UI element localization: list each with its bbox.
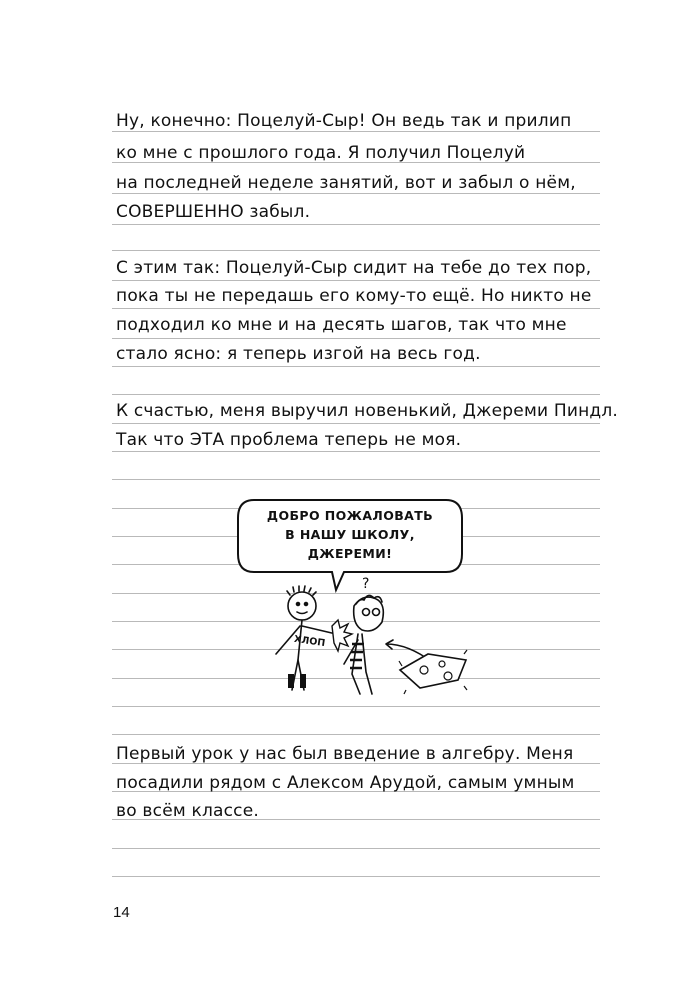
cheese-slice [399, 650, 467, 694]
text-line: С этим так: Поцелуй-Сыр сидит на тебе до тех пор, [116, 258, 592, 278]
text-line: на последней неделе занятий, вот и забыл о нём, [116, 173, 576, 193]
text-line: К счастью, меня выручил новенький, Джереми Пиндл. [116, 401, 619, 421]
text-line: во всём классе. [116, 801, 259, 821]
question-mark: ? [362, 576, 370, 592]
ruled-line [112, 451, 600, 452]
ruled-line [112, 423, 600, 424]
ruled-line [112, 308, 600, 309]
text-line: подходил ко мне и на десять шагов, так что мне [116, 315, 567, 335]
sound-effect-label: ХЛОП [293, 633, 326, 650]
text-line: ко мне с прошлого года. Я получил Поцелуй [116, 143, 526, 163]
text-line: пока ты не передашь его кому-то ещё. Но никто не [116, 286, 592, 306]
text-line: СОВЕРШЕННО забыл. [116, 202, 311, 222]
ruled-line [112, 224, 600, 225]
speech-line: ДОБРО ПОЖАЛОВАТЬ [266, 508, 434, 523]
speech-line: ДЖЕРЕМИ! [307, 546, 393, 561]
cartoon-illustration [232, 494, 468, 704]
boy-shorts [288, 674, 306, 688]
ruled-line [112, 876, 600, 877]
text-line: Первый урок у нас был введение в алгебру. Меня [116, 744, 574, 764]
ruled-line [112, 338, 600, 339]
text-line: Так что ЭТА проблема теперь не моя. [116, 430, 462, 450]
slap-burst [332, 620, 352, 651]
ruled-line [112, 734, 600, 735]
cartoon-drawing [232, 494, 468, 704]
ruled-line [112, 280, 600, 281]
speech-line: В НАШУ ШКОЛУ, [285, 527, 415, 542]
text-line: Ну, конечно: Поцелуй-Сыр! Он ведь так и прилип [116, 111, 572, 131]
ruled-line [112, 250, 600, 251]
ruled-line [112, 706, 600, 707]
text-line: посадили рядом с Алексом Арудой, самым умным [116, 773, 575, 793]
ruled-line [112, 131, 600, 132]
ruled-line [112, 193, 600, 194]
ruled-line [112, 848, 600, 849]
ruled-line [112, 366, 600, 367]
ruled-line [112, 394, 600, 395]
jeremy-stripes [350, 644, 364, 668]
text-line: стало ясно: я теперь изгой на весь год. [116, 344, 481, 364]
ruled-line [112, 479, 600, 480]
page-number: 14 [113, 904, 130, 921]
